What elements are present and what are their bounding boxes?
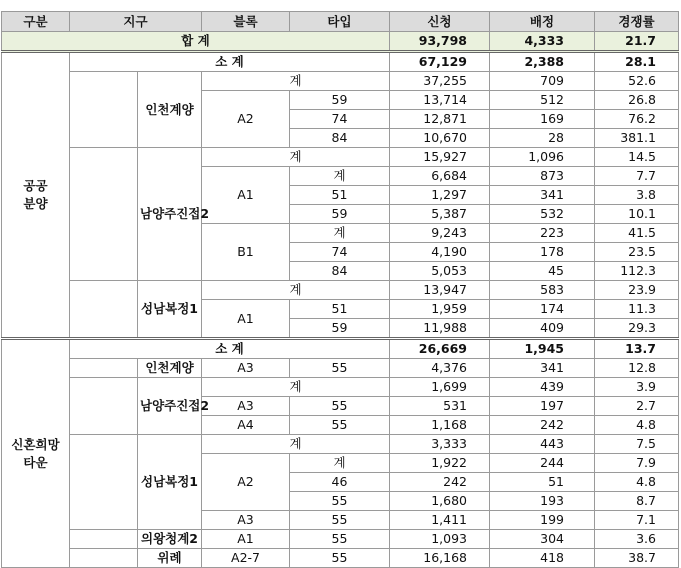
row-apply: 5,053 <box>390 262 490 281</box>
row-apply: 1,093 <box>390 530 490 549</box>
row-type: 55 <box>290 530 390 549</box>
row-assign: 709 <box>490 72 595 91</box>
row-assign: 512 <box>490 91 595 110</box>
competition-table-wrapper <box>1 11 681 568</box>
row-ratio: 3.9 <box>595 378 679 397</box>
newlywed-subtotal-assign: 1,945 <box>490 339 595 359</box>
row-assign: 341 <box>490 359 595 378</box>
row-type: 84 <box>290 129 390 148</box>
row-apply: 12,871 <box>390 110 490 129</box>
row-type: 55 <box>290 511 390 530</box>
row-ratio: 23.5 <box>595 243 679 262</box>
row-ratio: 381.1 <box>595 129 679 148</box>
row-assign: 244 <box>490 454 595 473</box>
row-assign: 341 <box>490 186 595 205</box>
row-apply: 3,333 <box>390 435 490 454</box>
newlywed-subtotal-apply: 26,669 <box>390 339 490 359</box>
row-apply: 15,927 <box>390 148 490 167</box>
row-block: A2-7 <box>202 549 290 568</box>
row-ratio: 4.8 <box>595 416 679 435</box>
district-namyang: 남양주진접2 <box>138 378 202 435</box>
total-assign: 4,333 <box>490 32 595 52</box>
row-apply: 13,947 <box>390 281 490 300</box>
row-type: 59 <box>290 91 390 110</box>
header-apply: 신청 <box>390 12 490 32</box>
row-sum-label: 계 <box>202 72 390 91</box>
row-assign: 443 <box>490 435 595 454</box>
row-apply: 1,680 <box>390 492 490 511</box>
row-ratio: 4.8 <box>595 473 679 492</box>
row-ratio: 23.9 <box>595 281 679 300</box>
header-row <box>2 12 679 32</box>
row-ratio: 29.3 <box>595 319 679 339</box>
row-block: A1 <box>202 530 290 549</box>
row-ratio: 12.8 <box>595 359 679 378</box>
row-assign: 873 <box>490 167 595 186</box>
header-ratio: 경쟁률 <box>595 12 679 32</box>
row-type: 51 <box>290 186 390 205</box>
table-row <box>2 281 679 300</box>
row-assign: 174 <box>490 300 595 319</box>
row-assign: 242 <box>490 416 595 435</box>
competition-table <box>1 11 679 568</box>
row-apply: 1,411 <box>390 511 490 530</box>
block-a1: A1 <box>202 300 290 339</box>
row-sum-label: 계 <box>202 281 390 300</box>
row-apply: 5,387 <box>390 205 490 224</box>
public-subtotal-apply: 67,129 <box>390 52 490 72</box>
district-incheon: 인천계양 <box>138 359 202 378</box>
row-assign: 28 <box>490 129 595 148</box>
row-assign: 197 <box>490 397 595 416</box>
row-type: 55 <box>290 416 390 435</box>
row-type: 55 <box>290 492 390 511</box>
row-type: 계 <box>290 167 390 186</box>
public-subtotal-label: 소 계 <box>70 52 390 72</box>
row-type: 46 <box>290 473 390 492</box>
table-row <box>2 72 679 91</box>
row-type: 계 <box>290 224 390 243</box>
row-sum-label: 계 <box>202 435 390 454</box>
header-type: 타입 <box>290 12 390 32</box>
row-ratio: 7.5 <box>595 435 679 454</box>
district-seongnam: 성남복정1 <box>138 435 202 530</box>
row-assign: 304 <box>490 530 595 549</box>
row-ratio: 76.2 <box>595 110 679 129</box>
row-apply: 11,988 <box>390 319 490 339</box>
public-subtotal-ratio: 28.1 <box>595 52 679 72</box>
row-ratio: 38.7 <box>595 549 679 568</box>
row-type: 55 <box>290 359 390 378</box>
group-newlywed: 신혼희망 타운 <box>2 339 70 568</box>
row-ratio: 2.7 <box>595 397 679 416</box>
district-namyang: 남양주진접2 <box>138 148 202 281</box>
row-type: 55 <box>290 397 390 416</box>
total-label: 합 계 <box>2 32 390 52</box>
header-district: 지구 <box>70 12 202 32</box>
row-assign: 1,096 <box>490 148 595 167</box>
row-assign: 532 <box>490 205 595 224</box>
public-subtotal-assign: 2,388 <box>490 52 595 72</box>
row-apply: 242 <box>390 473 490 492</box>
row-sum-label: 계 <box>202 378 390 397</box>
row-assign: 199 <box>490 511 595 530</box>
total-row <box>2 32 679 52</box>
table-row <box>2 148 679 167</box>
row-apply: 13,714 <box>390 91 490 110</box>
row-apply: 1,297 <box>390 186 490 205</box>
row-type: 59 <box>290 319 390 339</box>
row-ratio: 3.8 <box>595 186 679 205</box>
row-assign: 409 <box>490 319 595 339</box>
group-public: 공공 분양 <box>2 52 70 339</box>
row-assign: 45 <box>490 262 595 281</box>
row-block: A4 <box>202 416 290 435</box>
table-row <box>2 359 679 378</box>
newlywed-subtotal-label: 소 계 <box>70 339 390 359</box>
row-ratio: 26.8 <box>595 91 679 110</box>
block-a1: A1 <box>202 167 290 224</box>
header-category: 구분 <box>2 12 70 32</box>
table-row <box>2 530 679 549</box>
newlywed-subtotal-row <box>2 339 679 359</box>
row-apply: 1,168 <box>390 416 490 435</box>
row-apply: 9,243 <box>390 224 490 243</box>
district-incheon: 인천계양 <box>138 72 202 148</box>
row-type: 74 <box>290 243 390 262</box>
block-a2: A2 <box>202 454 290 511</box>
row-ratio: 14.5 <box>595 148 679 167</box>
district-wirye: 위례 <box>138 549 202 568</box>
row-apply: 16,168 <box>390 549 490 568</box>
row-ratio: 7.9 <box>595 454 679 473</box>
row-type: 59 <box>290 205 390 224</box>
table-row <box>2 435 679 454</box>
block-b1: B1 <box>202 224 290 281</box>
row-apply: 4,376 <box>390 359 490 378</box>
table-row <box>2 549 679 568</box>
row-assign: 583 <box>490 281 595 300</box>
row-block: A3 <box>202 511 290 530</box>
row-ratio: 7.7 <box>595 167 679 186</box>
row-type: 74 <box>290 110 390 129</box>
row-ratio: 7.1 <box>595 511 679 530</box>
row-ratio: 52.6 <box>595 72 679 91</box>
row-assign: 439 <box>490 378 595 397</box>
row-ratio: 10.1 <box>595 205 679 224</box>
row-type: 51 <box>290 300 390 319</box>
row-apply: 1,959 <box>390 300 490 319</box>
row-ratio: 41.5 <box>595 224 679 243</box>
row-apply: 6,684 <box>390 167 490 186</box>
district-seongnam: 성남복정1 <box>138 281 202 339</box>
row-ratio: 3.6 <box>595 530 679 549</box>
header-assign: 배정 <box>490 12 595 32</box>
total-apply: 93,798 <box>390 32 490 52</box>
row-assign: 223 <box>490 224 595 243</box>
row-apply: 531 <box>390 397 490 416</box>
row-ratio: 112.3 <box>595 262 679 281</box>
row-assign: 51 <box>490 473 595 492</box>
row-apply: 1,699 <box>390 378 490 397</box>
row-assign: 169 <box>490 110 595 129</box>
block-a2: A2 <box>202 91 290 148</box>
row-assign: 418 <box>490 549 595 568</box>
row-type: 계 <box>290 454 390 473</box>
total-ratio: 21.7 <box>595 32 679 52</box>
table-row <box>2 378 679 397</box>
row-ratio: 8.7 <box>595 492 679 511</box>
row-apply: 4,190 <box>390 243 490 262</box>
row-ratio: 11.3 <box>595 300 679 319</box>
row-type: 55 <box>290 549 390 568</box>
row-apply: 37,255 <box>390 72 490 91</box>
header-block: 블록 <box>202 12 290 32</box>
district-uiwang: 의왕청계2 <box>138 530 202 549</box>
row-assign: 178 <box>490 243 595 262</box>
row-type: 84 <box>290 262 390 281</box>
row-apply: 1,922 <box>390 454 490 473</box>
public-subtotal-row <box>2 52 679 72</box>
row-block: A3 <box>202 397 290 416</box>
row-sum-label: 계 <box>202 148 390 167</box>
row-apply: 10,670 <box>390 129 490 148</box>
row-block: A3 <box>202 359 290 378</box>
row-assign: 193 <box>490 492 595 511</box>
newlywed-subtotal-ratio: 13.7 <box>595 339 679 359</box>
